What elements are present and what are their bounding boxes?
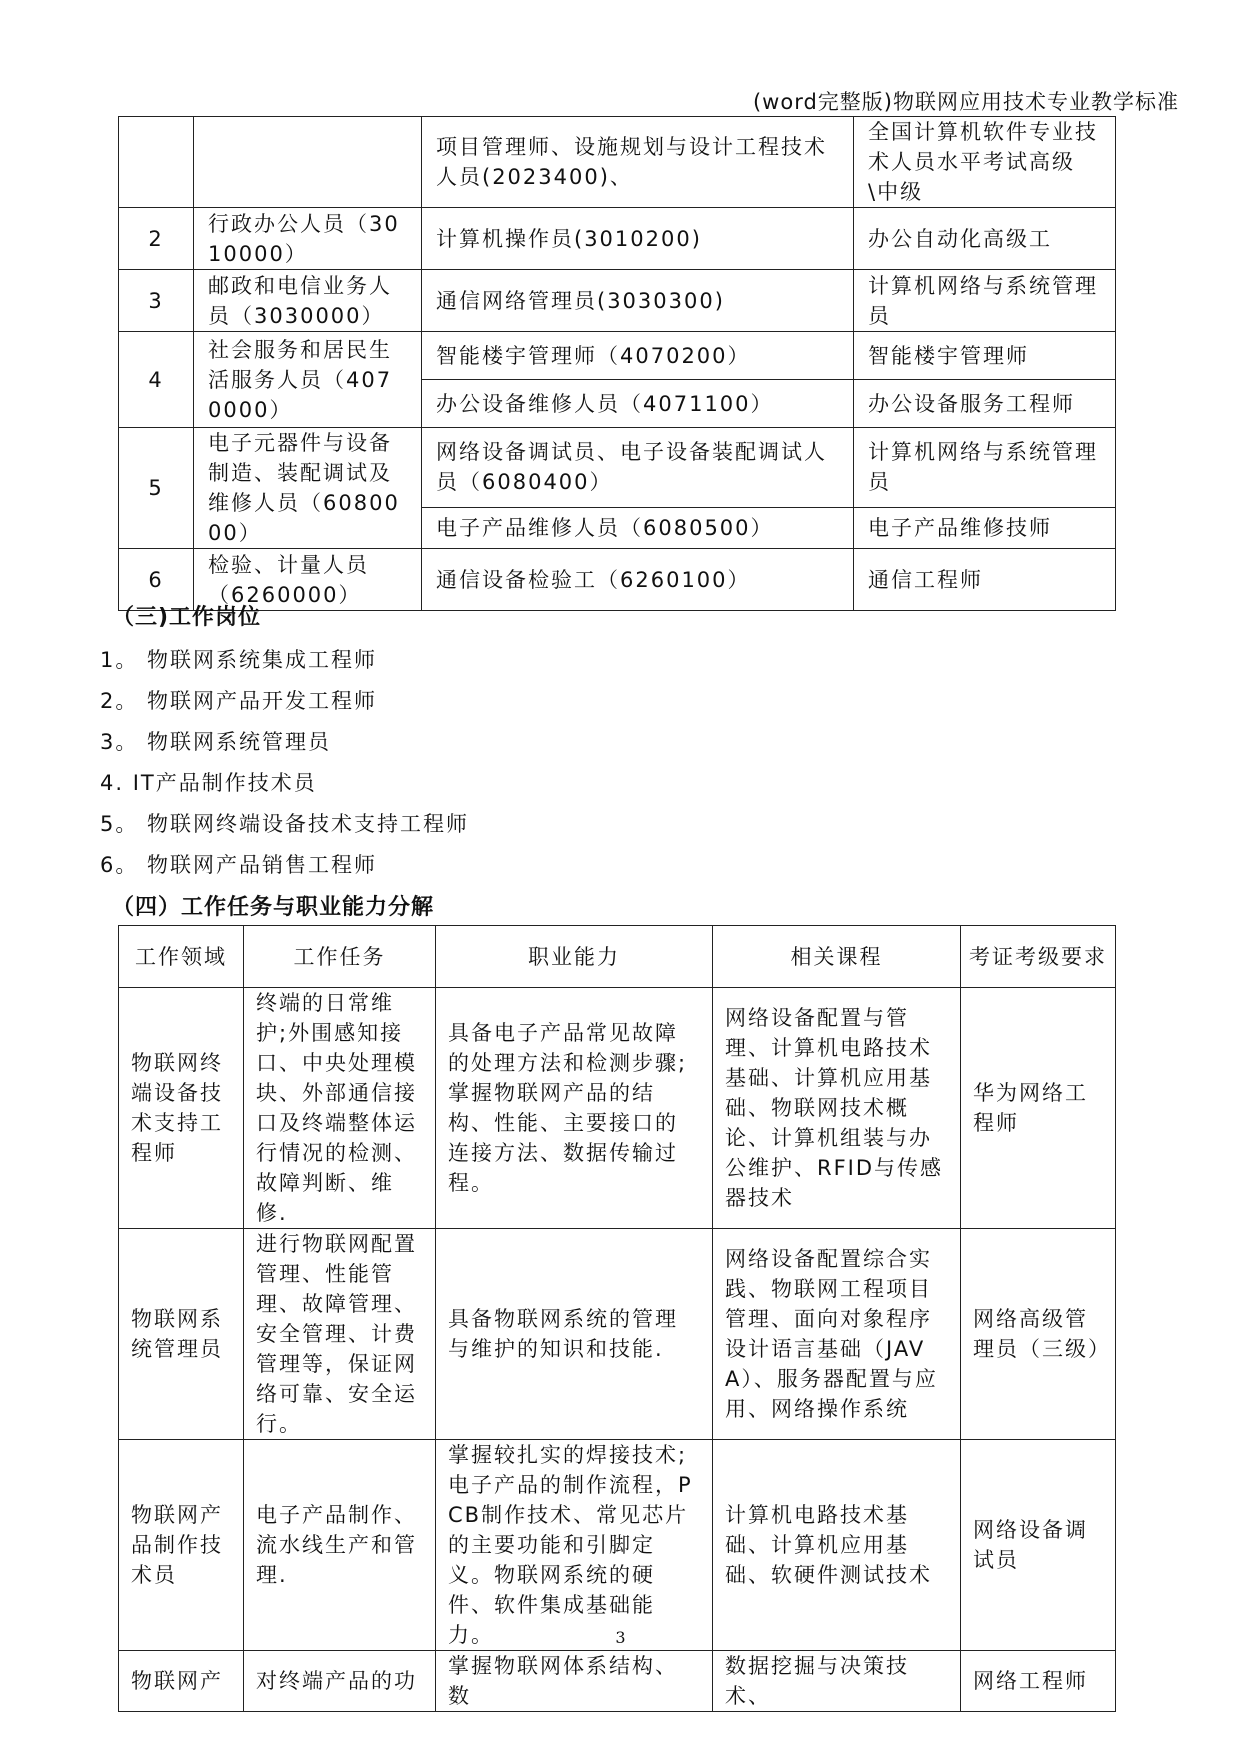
table-row — [119, 117, 1116, 208]
occupation-table — [118, 116, 1116, 611]
certification: 智能楼宇管理师 — [854, 332, 1116, 380]
certification: 计算机网络与系统管理员 — [854, 270, 1116, 332]
section-heading-positions: （三)工作岗位 — [112, 605, 262, 630]
job-title: 网络设备调试员、电子设备装配调试人员（6080400） — [422, 428, 854, 508]
table-row — [119, 208, 1116, 270]
column-header: 相关课程 — [713, 926, 961, 988]
certification: 电子产品维修技师 — [854, 507, 1116, 548]
ability-cell: 具备物联网系统的管理与维护的知识和技能. — [436, 1229, 713, 1440]
job-title: 智能楼宇管理师（4070200） — [422, 332, 854, 380]
section-heading-tasks: （四）工作任务与职业能力分解 — [112, 895, 435, 920]
job-title: 通信设备检验工（6260100） — [422, 549, 854, 611]
ability-cell: 掌握较扎实的焊接技术;电子产品的制作流程，PCB制作技术、常见芯片的主要功能和引脚定义。物联网系统的硬件、软件集成基础能力。 — [436, 1440, 713, 1651]
certification: 办公设备服务工程师 — [854, 380, 1116, 428]
occupation-category — [194, 117, 422, 208]
row-number: 4 — [119, 332, 194, 428]
course-cell: 网络设备配置综合实践、物联网工程项目管理、面向对象程序设计语言基础（JAVA）、服务器配置与应用、网络操作系统 — [713, 1229, 961, 1440]
table-header-row — [119, 926, 1116, 988]
job-title: 通信网络管理员(3030300) — [422, 270, 854, 332]
work-task-cell: 进行物联网配置管理、性能管理、故障管理、安全管理、计费管理等，保证网络可靠、安全运行。 — [244, 1229, 436, 1440]
column-header: 工作领域 — [119, 926, 244, 988]
row-number: 2 — [119, 208, 194, 270]
occupation-category: 邮政和电信业务人员（3030000） — [194, 270, 422, 332]
job-title: 办公设备维修人员（4071100） — [422, 380, 854, 428]
job-title: 计算机操作员(3010200) — [422, 208, 854, 270]
work-area-cell: 物联网终端设备技术支持工程师 — [119, 988, 244, 1229]
work-area-cell: 物联网系统管理员 — [119, 1229, 244, 1440]
ability-cell: 掌握物联网体系结构、数 — [436, 1651, 713, 1712]
certification: 办公自动化高级工 — [854, 208, 1116, 270]
list-item: 4. IT产品制作技术员 — [100, 771, 317, 795]
certification-cell: 网络工程师 — [961, 1651, 1116, 1712]
column-header: 职业能力 — [436, 926, 713, 988]
certification: 计算机网络与系统管理员 — [854, 428, 1116, 508]
row-number — [119, 117, 194, 208]
work-task-cell: 电子产品制作、流水线生产和管理. — [244, 1440, 436, 1651]
occupation-category: 电子元器件与设备制造、装配调试及维修人员（6080000） — [194, 428, 422, 549]
list-item: 6。 物联网产品销售工程师 — [100, 853, 378, 877]
occupation-category: 社会服务和居民生活服务人员（4070000） — [194, 332, 422, 428]
table-row — [119, 988, 1116, 1229]
certification-cell: 网络设备调试员 — [961, 1440, 1116, 1651]
course-cell: 计算机电路技术基础、计算机应用基础、软硬件测试技术 — [713, 1440, 961, 1651]
course-cell: 网络设备配置与管理、计算机电路技术基础、计算机应用基础、物联网技术概论、计算机组装与办公维护、RFID与传感器技术 — [713, 988, 961, 1229]
table-row — [119, 428, 1116, 508]
list-item: 1。 物联网系统集成工程师 — [100, 648, 378, 672]
row-number: 6 — [119, 549, 194, 611]
certification-cell: 网络高级管理员（三级） — [961, 1229, 1116, 1440]
work-task-cell: 终端的日常维护;外围感知接口、中央处理模块、外部通信接口及终端整体运行情况的检测、故障判断、维修. — [244, 988, 436, 1229]
work-area-cell: 物联网产 — [119, 1651, 244, 1712]
certification: 全国计算机软件专业技术人员水平考试高级\中级 — [854, 117, 1116, 208]
row-number: 3 — [119, 270, 194, 332]
list-item: 5。 物联网终端设备技术支持工程师 — [100, 812, 470, 836]
certification: 通信工程师 — [854, 549, 1116, 611]
table-row — [119, 1229, 1116, 1440]
positions-list — [100, 640, 469, 886]
ability-cell: 具备电子产品常见故障的处理方法和检测步骤;掌握物联网产品的结构、性能、主要接口的连接方法、数据传输过程。 — [436, 988, 713, 1229]
occupation-category: 行政办公人员（3010000） — [194, 208, 422, 270]
document-header: (word完整版)物联网应用技术专业教学标准 — [752, 90, 1179, 114]
table-row — [119, 270, 1116, 332]
work-area-cell: 物联网产品制作技术员 — [119, 1440, 244, 1651]
task-ability-table — [118, 925, 1116, 1712]
job-title: 项目管理师、设施规划与设计工程技术人员(2023400)、 — [422, 117, 854, 208]
table-row — [119, 1440, 1116, 1651]
table-row — [119, 549, 1116, 611]
page-number: 3 — [615, 1628, 626, 1647]
list-item: 2。 物联网产品开发工程师 — [100, 689, 378, 713]
column-header: 工作任务 — [244, 926, 436, 988]
column-header: 考证考级要求 — [961, 926, 1116, 988]
table-row — [119, 1651, 1116, 1712]
job-title: 电子产品维修人员（6080500） — [422, 507, 854, 548]
work-task-cell: 对终端产品的功 — [244, 1651, 436, 1712]
course-cell: 数据挖掘与决策技术、 — [713, 1651, 961, 1712]
list-item: 3。 物联网系统管理员 — [100, 730, 332, 754]
table-row — [119, 332, 1116, 380]
occupation-category: 检验、计量人员（6260000） — [194, 549, 422, 611]
row-number: 5 — [119, 428, 194, 549]
certification-cell: 华为网络工程师 — [961, 988, 1116, 1229]
